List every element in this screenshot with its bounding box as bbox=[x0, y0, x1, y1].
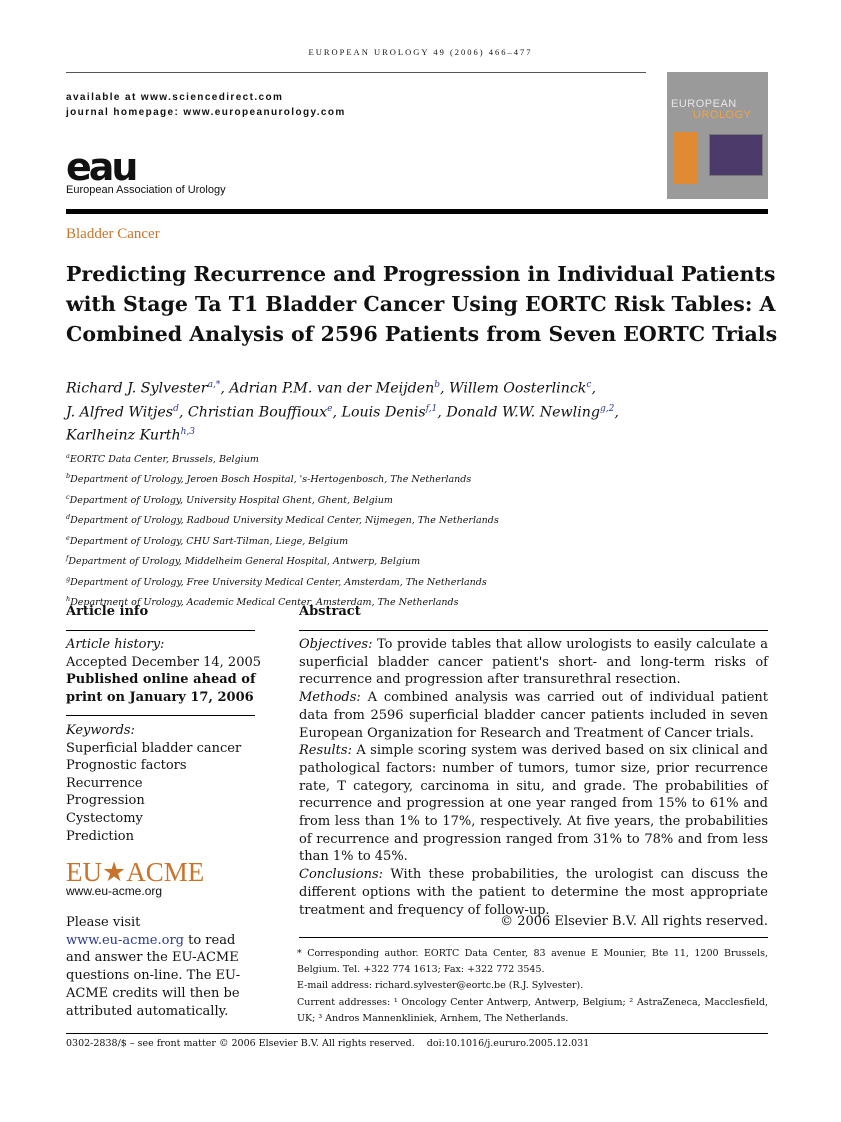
corresponding-author: * Corresponding author. EORTC Data Center, 83 avenue E Mounier, Bte 11, 1200 Brussels, Belgium. Tel. +322 774 1613; Fax: +322 772 3545. bbox=[297, 948, 768, 976]
affiliation-key: h bbox=[66, 595, 71, 604]
eu-acme-url[interactable]: www.eu-acme.org bbox=[66, 884, 163, 898]
author[interactable]: Donald W.W. Newling bbox=[446, 404, 600, 421]
footnotes bbox=[297, 946, 768, 1027]
author[interactable]: J. Alfred Witjes bbox=[66, 404, 174, 421]
keyword: Prediction bbox=[66, 828, 134, 844]
keyword: Prognostic factors bbox=[66, 758, 187, 774]
affiliation: $^d$Department of Urology, Radboud University Medical Center, Nijmegen, The Netherlands bbox=[66, 513, 499, 527]
abstract-results bbox=[299, 742, 768, 866]
article-history bbox=[66, 636, 261, 706]
affiliation: $^c$Department of Urology, University Hospital Ghent, Ghent, Belgium bbox=[66, 492, 393, 507]
availability-block bbox=[66, 90, 346, 120]
footnote-rule bbox=[299, 937, 768, 938]
affiliation: $^h$Department of Urology, Academic Medical Center, Amsterdam, The Netherlands bbox=[66, 595, 459, 609]
eau-logo-mark: eau bbox=[66, 145, 136, 189]
eau-logo bbox=[66, 145, 226, 196]
author[interactable]: Willem Oosterlinck bbox=[449, 380, 587, 397]
article-info-heading: Article info bbox=[66, 604, 149, 619]
author[interactable]: Richard J. Sylvester bbox=[66, 380, 208, 397]
journal-cover-image bbox=[667, 72, 768, 199]
author-list: Richard J. Sylvester$^{a,*}$, Adrian P.M. van der Meijden$^b$, Willem Oosterlinck$^c$, J. Alfred Witjes$^d$, Christian Bouffioux$^e$, Louis Denis$^{f,1}$, Donald W.W. Newling$^{g,2}$, Karlheinz Kurth$^{h,3}$ bbox=[66, 380, 619, 445]
published-line-1: Published online ahead of bbox=[66, 672, 256, 688]
author-affiliation-mark: c bbox=[586, 380, 592, 390]
keywords-rule bbox=[66, 715, 255, 716]
affiliation: $^b$Department of Urology, Jeroen Bosch Hospital, 's-Hertogenbosch, The Netherlands bbox=[66, 472, 472, 486]
keyword: Cystectomy bbox=[66, 810, 143, 826]
front-matter-line: 0302-2838/$ – see front matter © 2006 Elsevier B.V. All rights reserved. doi:10.1016/j.eururo.2005.12.031 bbox=[66, 1038, 590, 1049]
affiliation: $^a$EORTC Data Center, Brussels, Belgium bbox=[66, 452, 259, 466]
keyword: Progression bbox=[66, 793, 145, 809]
abstract-copyright: © 2006 Elsevier B.V. All rights reserved. bbox=[500, 914, 768, 929]
keyword-list bbox=[66, 740, 241, 846]
eau-logo-org: European Association of Urology bbox=[66, 184, 226, 196]
abstract-methods bbox=[299, 689, 768, 742]
affiliation-key: a bbox=[66, 452, 70, 460]
abstract-heading: Abstract bbox=[299, 604, 361, 619]
author-affiliation-mark: g,2 bbox=[599, 403, 615, 414]
keyword: Recurrence bbox=[66, 775, 143, 791]
visit-post: to read and answer the EU-ACME questions on-line. The EU-ACME credits will then be attributed automatically. bbox=[66, 932, 241, 1019]
affiliation-key: b bbox=[66, 472, 71, 481]
abstract-body bbox=[299, 636, 768, 919]
affiliation: $^g$Department of Urology, Free University Medical Center, Amsterdam, The Netherlands bbox=[66, 574, 487, 588]
current-addresses: Current addresses: ¹ Oncology Center Antwerp, Antwerp, Belgium; ² AstraZeneca, Macclesfield, UK; ³ Andros Mannenkliniek, Arnhem, The Netherlands. bbox=[297, 996, 768, 1024]
published-line-2: print on January 17, 2006 bbox=[66, 689, 254, 705]
affiliation-key: g bbox=[66, 574, 71, 583]
visit-link[interactable]: www.eu-acme.org bbox=[66, 932, 184, 948]
results-label: Results: bbox=[299, 743, 352, 759]
author[interactable]: Adrian P.M. van der Meijden bbox=[229, 380, 435, 397]
affiliation-list bbox=[66, 448, 499, 612]
visit-pre: Please visit bbox=[66, 915, 141, 930]
author-affiliation-mark: h,3 bbox=[180, 427, 196, 438]
article-info-rule bbox=[66, 630, 255, 631]
abstract-rule bbox=[299, 630, 768, 631]
title-rule bbox=[66, 209, 768, 214]
abstract-conclusions bbox=[299, 866, 768, 919]
methods-text: A combined analysis was carried out of individual patient data from 2596 superficial bladder cancer patients included in seven European Organization for Research and Treatment of Cancer trials. bbox=[299, 690, 768, 741]
results-text: A simple scoring system was derived based on six clinical and pathological factors: number of tumors, tumor size, prior recurrence rate, T category, carcinoma in situ, and grade. The probabilities of recurrence and progression at one year ranged from 15% to 61% and from less than 1% to 17%, respectively. At five years, the probabilities of recurrence and progression ranged from 31% to 78% and from less than 1% to 45%. bbox=[299, 743, 768, 865]
objectives-label: Objectives: bbox=[299, 637, 373, 652]
affiliation-key: e bbox=[66, 533, 70, 542]
bottom-rule bbox=[66, 1033, 768, 1034]
email-address[interactable]: E-mail address: richard.sylvester@eortc.be (R.J. Sylvester). bbox=[297, 980, 584, 992]
methods-label: Methods: bbox=[299, 690, 361, 706]
cover-title-line2: UROLOGY bbox=[693, 109, 752, 121]
author-affiliation-mark: e bbox=[327, 403, 333, 414]
author[interactable]: Karlheinz Kurth bbox=[66, 428, 181, 445]
affiliation-key: c bbox=[66, 492, 70, 501]
affiliation-key: f bbox=[66, 554, 69, 563]
author[interactable]: Louis Denis bbox=[341, 404, 426, 421]
keywords-block bbox=[66, 722, 241, 845]
affiliation: $^f$Department of Urology, Middelheim General Hospital, Antwerp, Belgium bbox=[66, 554, 421, 568]
running-head: EUROPEAN UROLOGY 49 (2006) 466–477 bbox=[308, 47, 533, 57]
keyword: Superficial bladder cancer bbox=[66, 740, 242, 756]
available-at[interactable]: available at www.sciencedirect.com bbox=[66, 92, 284, 103]
abstract-objectives bbox=[299, 636, 768, 689]
author-affiliation-mark: d bbox=[173, 403, 179, 414]
cover-image-panel bbox=[709, 134, 763, 176]
accepted-date: Accepted December 14, 2005 bbox=[66, 654, 262, 670]
journal-homepage[interactable]: journal homepage: www.europeanurology.com bbox=[66, 107, 346, 118]
eu-acme-logo: EU★ACME bbox=[66, 857, 205, 887]
author[interactable]: Christian Bouffioux bbox=[187, 404, 328, 421]
author-affiliation-mark: b bbox=[434, 380, 440, 390]
cover-orange-panel bbox=[673, 132, 698, 184]
affiliation: $^e$Department of Urology, CHU Sart-Tilman, Liege, Belgium bbox=[66, 533, 349, 547]
article-title: Predicting Recurrence and Progression in Individual Patients with Stage Ta T1 Bladder Cancer Using EORTC Risk Tables: A Combined Analysis of 2596 Patients from Seven EORTC Trials bbox=[66, 262, 778, 346]
eu-acme-note bbox=[66, 914, 261, 1020]
author-affiliation-mark: f,1 bbox=[425, 403, 438, 414]
affiliation-key: d bbox=[66, 513, 71, 522]
keywords-label: Keywords: bbox=[66, 723, 135, 738]
conclusions-label: Conclusions: bbox=[299, 867, 384, 883]
objectives-text: To provide tables that allow urologists to easily calculate a superficial bladder cancer patient's short- and long-term risks of recurrence and progression after transurethral resection. bbox=[299, 637, 768, 688]
conclusions-text: With these probabilities, the urologist can discuss the different options with the patient to determine the most appropriate treatment and frequency of follow-up. bbox=[299, 867, 769, 918]
cover-title-line1: EUROPEAN bbox=[671, 98, 737, 110]
header-rule bbox=[66, 72, 646, 73]
author-affiliation-mark: a,* bbox=[207, 380, 221, 390]
section-label: Bladder Cancer bbox=[66, 226, 160, 242]
article-history-label: Article history: bbox=[66, 637, 165, 652]
